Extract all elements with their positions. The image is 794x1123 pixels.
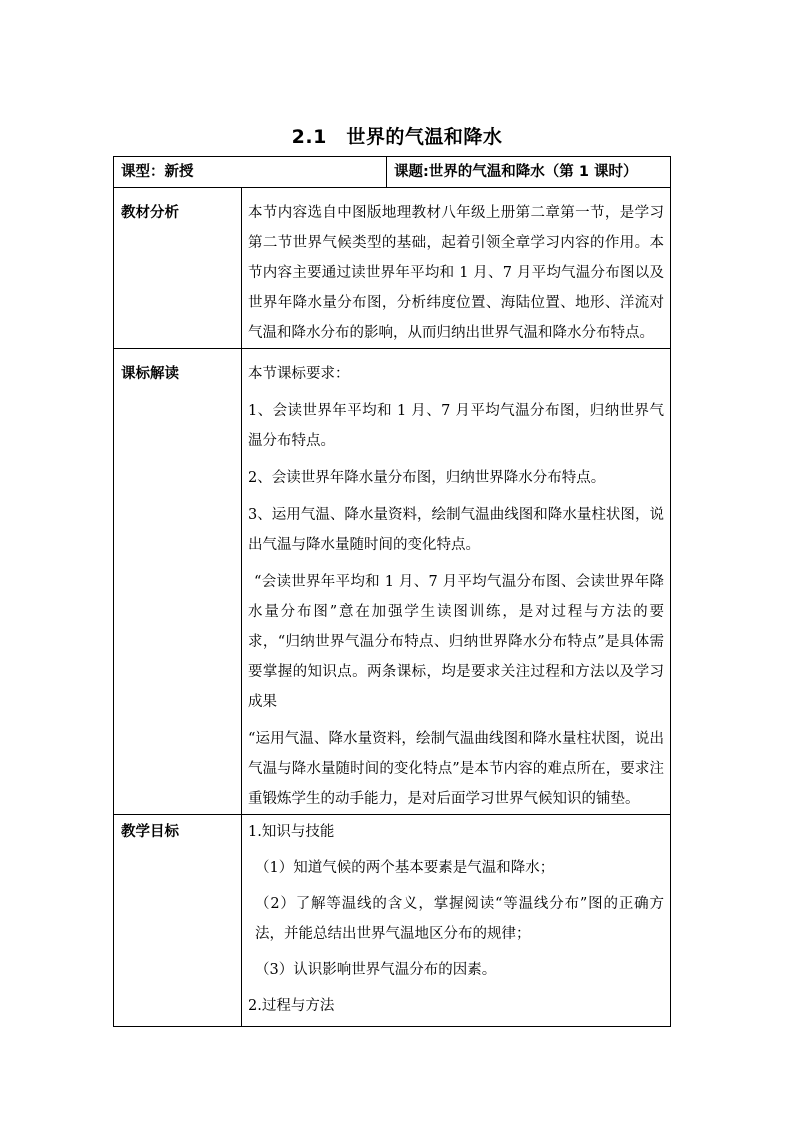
paragraph: “运用气温、降水量资料，绘制气温曲线图和降水量柱状图，说出气温与降水量随时间的变化特点”是本节内容的难点所在，要求注重锻炼学生的动手能力，是对后面学习世界气候知识的铺垫。 — [248, 731, 664, 807]
paragraph: （1）知道气候的两个基本要素是气温和降水； — [255, 860, 555, 876]
paragraph: 1.知识与技能 — [248, 824, 335, 840]
paragraph: （3）认识影响世界气温分布的因素。 — [255, 962, 497, 978]
paragraph: “会读世界年平均和 1 月、7 月平均气温分布图、会读世界年降水量分布图”意在加强学生读图训练，是对过程与方法的要求，“归纳世界气温分布特点、归纳世界降水分布特点”是具体需要掌握的知识点。两条课标，均是要求关注过程和方法以及学习成果 — [248, 574, 664, 710]
lesson-plan-table — [113, 156, 671, 1027]
section-row-textbook-analysis — [114, 188, 671, 349]
lesson-topic: 课题:世界的气温和降水（第 1 课时） — [387, 157, 671, 188]
paragraph: （2）了解等温线的含义，掌握阅读“等温线分布”图的正确方法，并能总结出世界气温地区分布的规律； — [255, 896, 664, 942]
section-content-objectives — [242, 815, 671, 1027]
section-label-objectives: 教学目标 — [114, 815, 242, 1027]
section-label-standards: 课标解读 — [114, 349, 242, 815]
paragraph: 本节课标要求： — [248, 366, 350, 382]
lesson-type: 课型：新授 — [114, 157, 387, 188]
document-title: 2.1 世界的气温和降水 — [291, 126, 503, 148]
paragraph: 2.过程与方法 — [248, 998, 335, 1014]
paragraph: 3、运用气温、降水量资料，绘制气温曲线图和降水量柱状图，说出气温与降水量随时间的变化特点。 — [248, 507, 664, 553]
paragraph: 2、会读世界年降水量分布图，归纳世界降水分布特点。 — [248, 470, 606, 486]
paragraph: 本节内容选自中图版地理教材八年级上册第二章第一节，是学习第二节世界气候类型的基础，起着引领全章学习内容的作用。本节内容主要通过读世界年平均和 1 月、7 月平均气温分布图以及世界年降水量分布图，分析纬度位置、海陆位置、地形、洋流对气温和降水分布的影响，从而归纳出世界气温和降水分布特点。 — [248, 205, 664, 341]
section-row-standards — [114, 349, 671, 815]
section-label-textbook-analysis: 教材分析 — [114, 188, 242, 349]
paragraph: 1、会读世界年平均和 1 月、7 月平均气温分布图，归纳世界气温分布特点。 — [248, 403, 664, 449]
header-row — [114, 157, 671, 188]
section-row-objectives — [114, 815, 671, 1027]
section-content-textbook-analysis — [242, 188, 671, 349]
section-content-standards — [242, 349, 671, 815]
